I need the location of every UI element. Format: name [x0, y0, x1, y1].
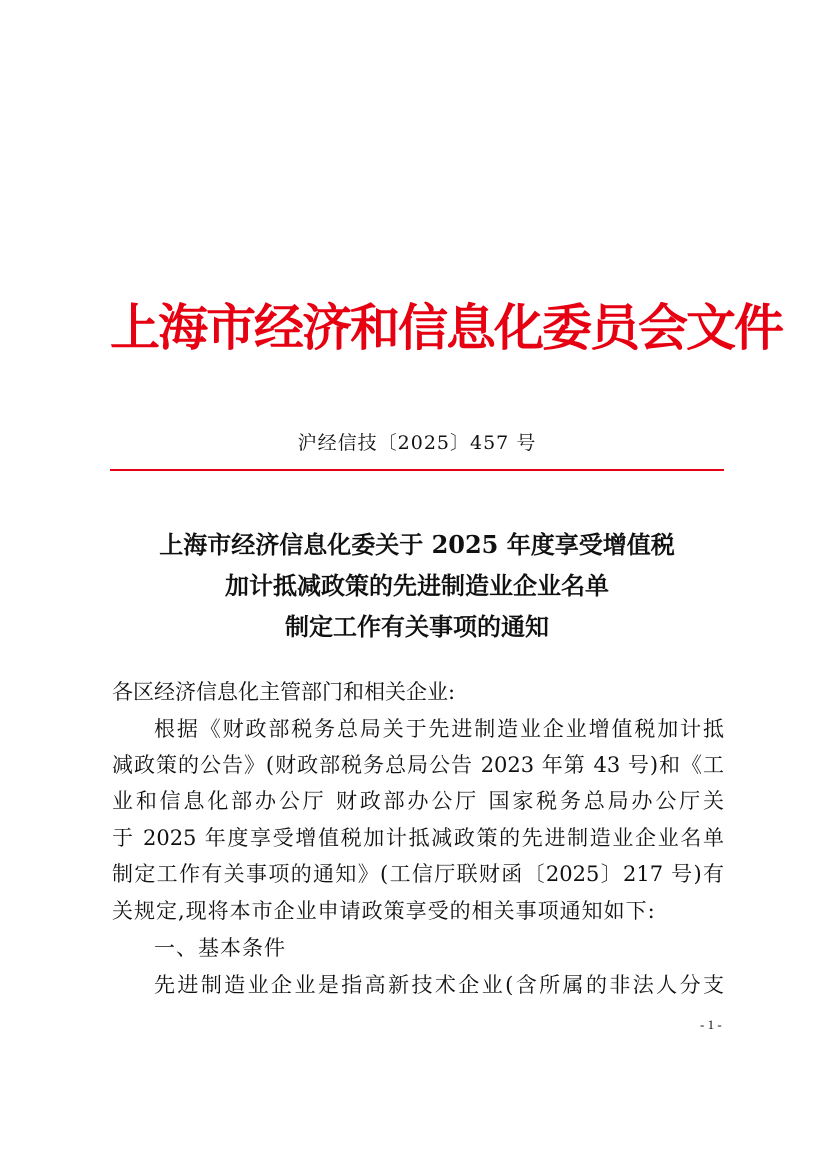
paragraph-line: 业和信息化部办公厅 财政部办公厅 国家税务总局办公厅关 [112, 789, 724, 813]
document-title-line-1: 上海市经济信息化委关于 2025 年度享受增值税 [159, 530, 675, 559]
paragraph-line: 制定工作有关事项的通知》(工信厅联财函〔2025〕217 号)有 [112, 862, 724, 886]
section-heading: 一、基本条件 [154, 936, 286, 960]
salutation: 各区经济信息化主管部门和相关企业: [112, 680, 456, 704]
document-number: 沪经信技〔2025〕457 号 [297, 432, 537, 454]
document-title-line-2: 加计抵减政策的先进制造业企业名单 [225, 571, 609, 600]
paragraph-line: 于 2025 年度享受增值税加计抵减政策的先进制造业企业名单 [112, 826, 724, 850]
document-title-line-3: 制定工作有关事项的通知 [285, 612, 549, 641]
paragraph-line: 减政策的公告》(财政部税务总局公告 2023 年第 43 号)和《工 [112, 753, 724, 777]
page-number: - 1 - [700, 1017, 722, 1032]
red-divider [110, 469, 724, 471]
paragraph-line: 根据《财政部税务总局关于先进制造业企业增值税加计抵 [154, 717, 724, 741]
document-masthead: 上海市经济和信息化委员会文件 [110, 298, 782, 357]
paragraph-line: 关规定,现将本市企业申请政策享受的相关事项通知如下: [112, 899, 656, 923]
paragraph-line: 先进制造业企业是指高新技术企业(含所属的非法人分支 [154, 973, 724, 997]
